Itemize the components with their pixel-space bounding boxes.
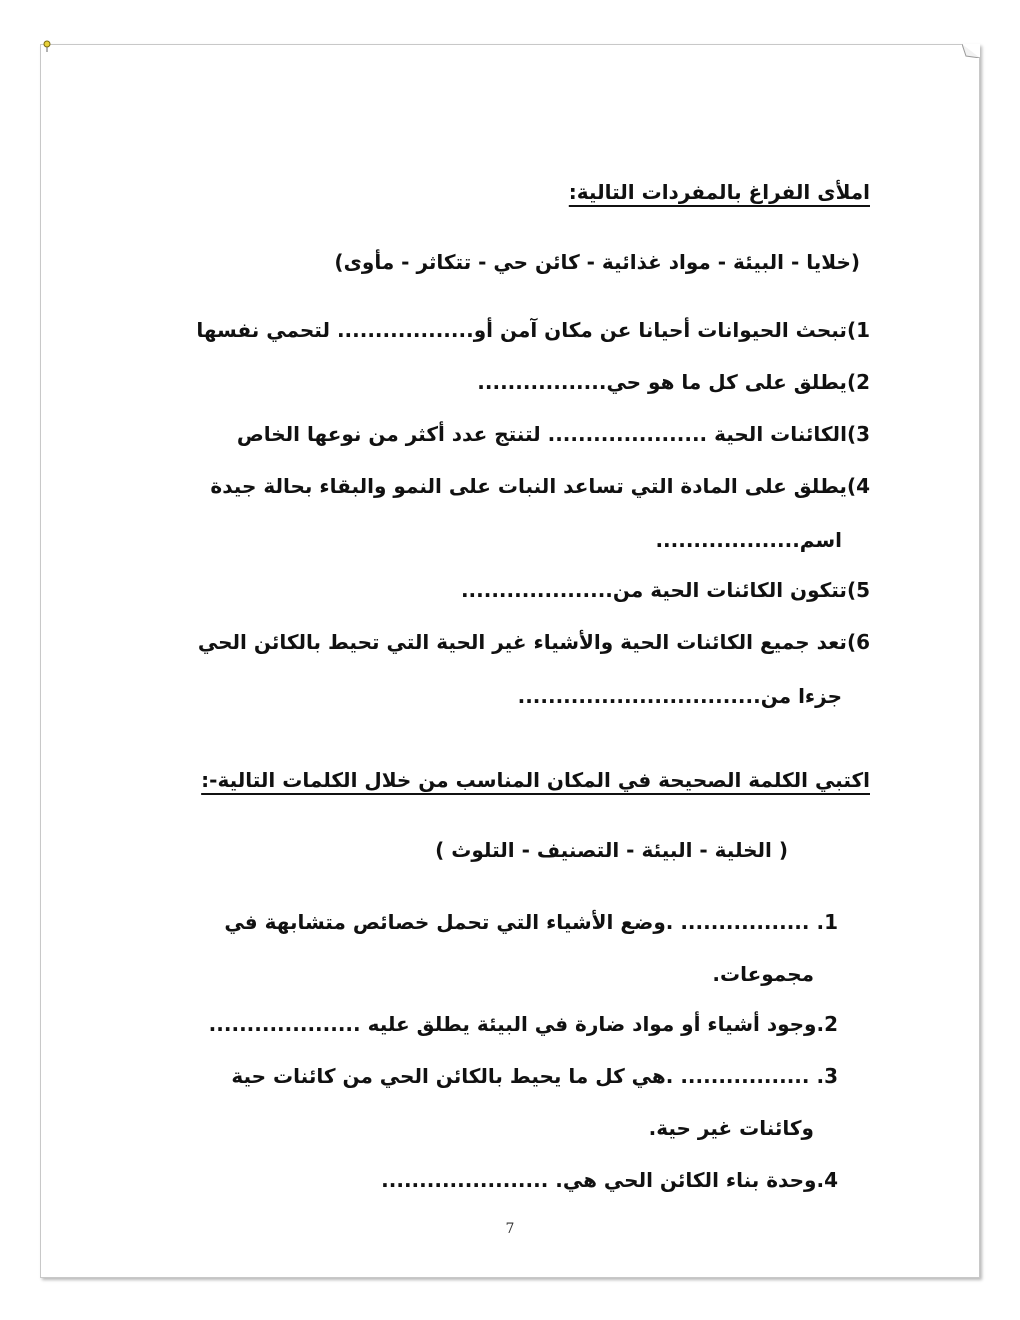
sentence-number: 3. [816, 1064, 838, 1088]
question-text: تبحث الحيوانات أحيانا عن مكان آمن أو.................. لتحمي نفسها [196, 318, 847, 342]
question-text: يطلق على كل ما هو حي................. [477, 370, 847, 394]
question-number: 3) [846, 422, 870, 446]
sentence-text: ................. .وضع الأشياء التي تحمل خصائص متشابهة في [224, 910, 810, 934]
question-5 [461, 578, 870, 602]
section1-word-bank: (خلايا - البيئة - مواد غذائية - كائن حي - تتكاثر - مأوى) [334, 250, 860, 274]
section2-word-bank: ( الخلية - البيئة - التصنيف - التلوث ) [435, 838, 788, 862]
question-6 [198, 630, 870, 654]
question-text: الكائنات الحية ..................... لتنتج عدد أكثر من نوعها الخاص [236, 422, 847, 446]
sentence-text: وجود أشياء أو مواد ضارة في البيئة يطلق عليه .................... [208, 1012, 817, 1036]
page-number: 7 [505, 1221, 515, 1237]
sentence-2 [209, 1012, 838, 1036]
question-1 [196, 318, 870, 342]
section2-heading: اكتبي الكلمة الصحيحة في المكان المناسب من خلال الكلمات التالية-: [201, 768, 870, 792]
question-number: 2) [846, 370, 870, 394]
question-2 [477, 370, 870, 394]
sentence-number: 1. [816, 910, 838, 934]
question-4-continuation: اسم................... [655, 528, 842, 552]
question-number: 1) [846, 318, 870, 342]
section1-heading: املأى الفراغ بالمفردات التالية: [568, 180, 870, 204]
question-4 [210, 474, 870, 498]
sentence-3-continuation: وكائنات غير حية. [648, 1116, 814, 1140]
question-number: 5) [846, 578, 870, 602]
question-number: 6) [846, 630, 870, 654]
question-text: يطلق على المادة التي تساعد النبات على النمو والبقاء بحالة جيدة [210, 474, 847, 498]
question-3 [237, 422, 870, 446]
question-text: تعد جميع الكائنات الحية والأشياء غير الحية التي تحيط بالكائن الحي [197, 630, 847, 654]
sentence-text: ................. .هي كل ما يحيط بالكائن الحي من كائنات حية [231, 1064, 810, 1088]
sentence-number: 4. [816, 1168, 838, 1192]
sentence-3 [231, 1064, 838, 1088]
sentence-4 [381, 1168, 838, 1192]
sentence-text: وحدة بناء الكائن الحي هي. ...................... [381, 1168, 817, 1192]
sentence-number: 2. [816, 1012, 838, 1036]
question-number: 4) [846, 474, 870, 498]
sentence-1-continuation: مجموعات. [712, 962, 814, 986]
question-6-continuation: جزءا من................................ [517, 684, 842, 708]
sentence-1 [224, 910, 838, 934]
question-text: تتكون الكائنات الحية من.................... [460, 578, 847, 602]
